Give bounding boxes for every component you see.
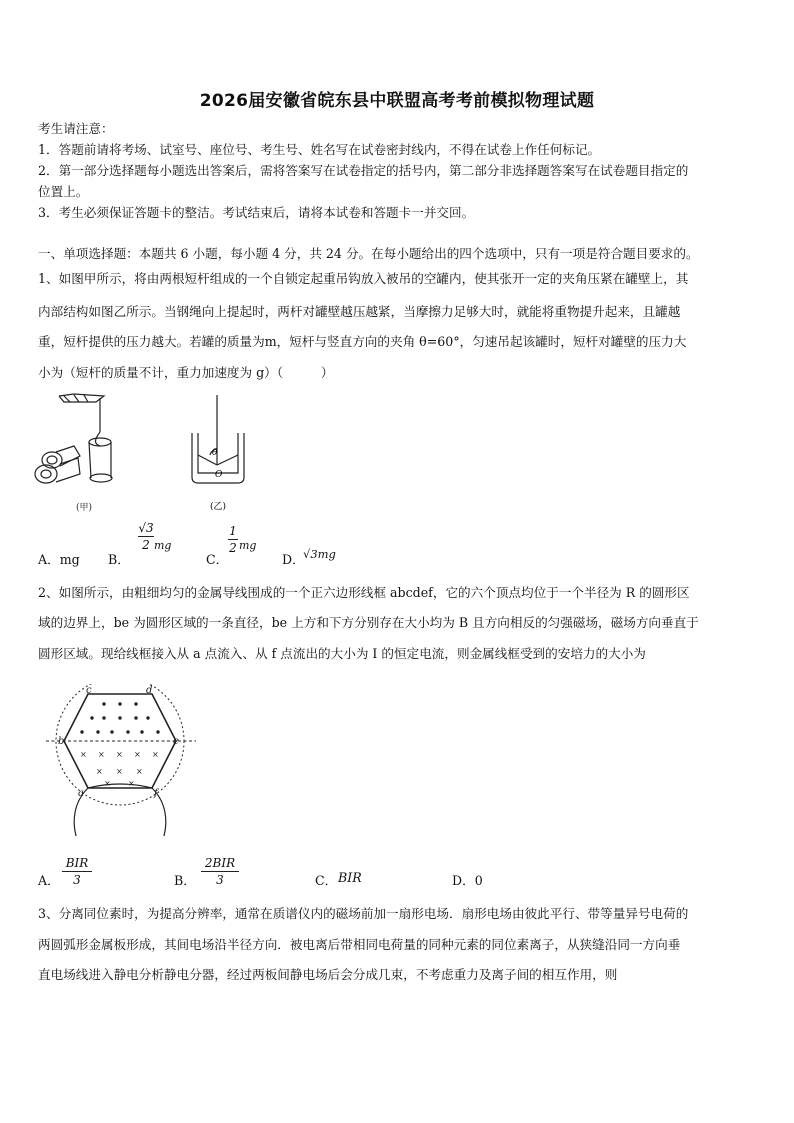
- section-header: 一、单项选择题：本题共 6 小题，每小题 4 分，共 24 分。在每小题给出的四个选项中，只有一项是符合题目要求的。: [38, 246, 699, 261]
- q1-option-a: A．mg: [38, 552, 80, 567]
- svg-text:×: ×: [96, 767, 103, 776]
- svg-text:×: ×: [116, 767, 123, 776]
- q1-option-c-numerator: 1: [229, 524, 237, 538]
- q3-text-line: 直电场线进入静电分析静电分器，经过两板间静电场后会分成几束，不考虑重力及离子间的相互作用，则: [38, 967, 618, 982]
- q2-option-b-numerator: 2BIR: [204, 856, 236, 870]
- fig-label-c: c: [86, 685, 92, 696]
- q3-text-line: 两圆弧形金属板形成，其间电场沿半径方向．被电离后带相同电荷量的同种元素的同位素离子，从狭缝沿同一方向垂: [38, 937, 681, 952]
- q1-option-b-label: B．: [108, 552, 130, 567]
- notice-item: 1．答题前请将考场、试室号、座位号、考生号、姓名写在试卷密封线内，不得在试卷上作任何标记。: [38, 142, 601, 157]
- q2-option-b-label: B．: [174, 873, 196, 888]
- svg-text:×: ×: [116, 750, 123, 759]
- notice-item: 3．考生必须保证答题卡的整洁。考试结束后，请将本试卷和答题卡一并交回。: [38, 205, 475, 220]
- svg-text:×: ×: [98, 750, 105, 759]
- q3-text-line: 3、分离同位素时，为提高分辨率，通常在质谱仪内的磁场前加一扇形电场．扇形电场由彼此平行、带等量异号电荷的: [38, 906, 689, 921]
- q2-option-a-numerator: BIR: [65, 856, 89, 870]
- q1-figure-jia: [34, 390, 134, 520]
- svg-text:×: ×: [128, 779, 135, 788]
- fig-label-theta: θ: [212, 448, 218, 458]
- fig-label-o: O: [215, 470, 223, 480]
- q2-option-b-fraction: [201, 856, 239, 887]
- q2-option-a-fraction: [62, 856, 92, 887]
- notice-item: 位置上。: [38, 184, 89, 199]
- q1-option-b-fraction: [138, 521, 154, 552]
- q1-option-b-unit: mg: [154, 539, 172, 552]
- svg-text:×: ×: [136, 767, 143, 776]
- svg-text:×: ×: [152, 750, 159, 759]
- fig-label-jia: (甲): [76, 503, 93, 513]
- fig-label-b: b: [58, 736, 65, 747]
- q2-text-line: 域的边界上，be 为圆形区域的一条直径，be 上方和下方分别存在大小均为 B 且方向相反的匀强磁场，磁场方向垂直于: [38, 615, 699, 630]
- q2-option-c-label: C．: [315, 873, 338, 888]
- q1-option-b-numerator: √3: [138, 521, 154, 535]
- q1-option-b-denominator: 2: [142, 538, 150, 552]
- q1-option-c-unit: mg: [239, 539, 257, 552]
- fig-label-f: f: [154, 788, 158, 799]
- q2-option-b-denominator: 3: [216, 873, 224, 887]
- q2-option-a-label: A．: [38, 873, 60, 888]
- q2-option-c-value: BIR: [338, 870, 362, 885]
- q2-figure-hexagon: [46, 684, 196, 842]
- q1-option-c-denominator: 2: [229, 541, 237, 555]
- q1-figure-yi: [180, 395, 260, 520]
- svg-text:×: ×: [104, 779, 111, 788]
- q1-option-c-label: C．: [206, 552, 229, 567]
- notice-heading: 考生请注意：: [38, 121, 114, 136]
- fig-label-d: d: [146, 685, 153, 696]
- q1-text-line: 重，短杆提供的压力越大。若罐的质量为m，短杆与竖直方向的夹角 θ=60°，匀速吊起该罐时，短杆对罐壁的压力大: [38, 334, 687, 349]
- q1-option-d-label: D．: [282, 552, 305, 567]
- q2-text-line: 2、如图所示，由粗细均匀的金属导线围成的一个正六边形线框 abcdef，它的六个顶点均位于一个半径为 R 的圆形区: [38, 585, 690, 600]
- notice-item: 2．第一部分选择题每小题选出答案后，需将答案写在试卷指定的括号内，第二部分非选择题答案写在试卷题目指定的: [38, 163, 689, 178]
- svg-text:×: ×: [134, 750, 141, 759]
- q1-text-line: 1、如图甲所示，将由两根短杆组成的一个自锁定起重吊钩放入被吊的空罐内，使其张开一定的夹角压紧在罐壁上，其: [38, 271, 689, 286]
- q1-text-line: 内部结构如图乙所示。当钢绳向上提起时，两杆对罐壁越压越紧，当摩擦力足够大时，就能将重物提升起来，且罐越: [38, 304, 681, 319]
- q1-option-c-fraction: [228, 524, 238, 555]
- q2-text-line: 圆形区域。现给线框接入从 a 点流入、从 f 点流出的大小为 I 的恒定电流，则金属线框受到的安培力的大小为: [38, 646, 646, 661]
- q2-option-d: D．0: [452, 873, 483, 888]
- fig-label-yi: (乙): [210, 502, 227, 512]
- q1-text-line: 小为（短杆的质量不计，重力加速度为 g）（ ）: [38, 365, 334, 380]
- fig-label-a: a: [78, 788, 84, 799]
- fig-label-e: e: [173, 736, 179, 747]
- q1-option-d-value: √3mg: [303, 547, 336, 561]
- svg-text:×: ×: [80, 750, 87, 759]
- exam-title: 2026届安徽省皖东县中联盟高考考前模拟物理试题: [199, 91, 595, 111]
- q2-option-a-denominator: 3: [73, 873, 81, 887]
